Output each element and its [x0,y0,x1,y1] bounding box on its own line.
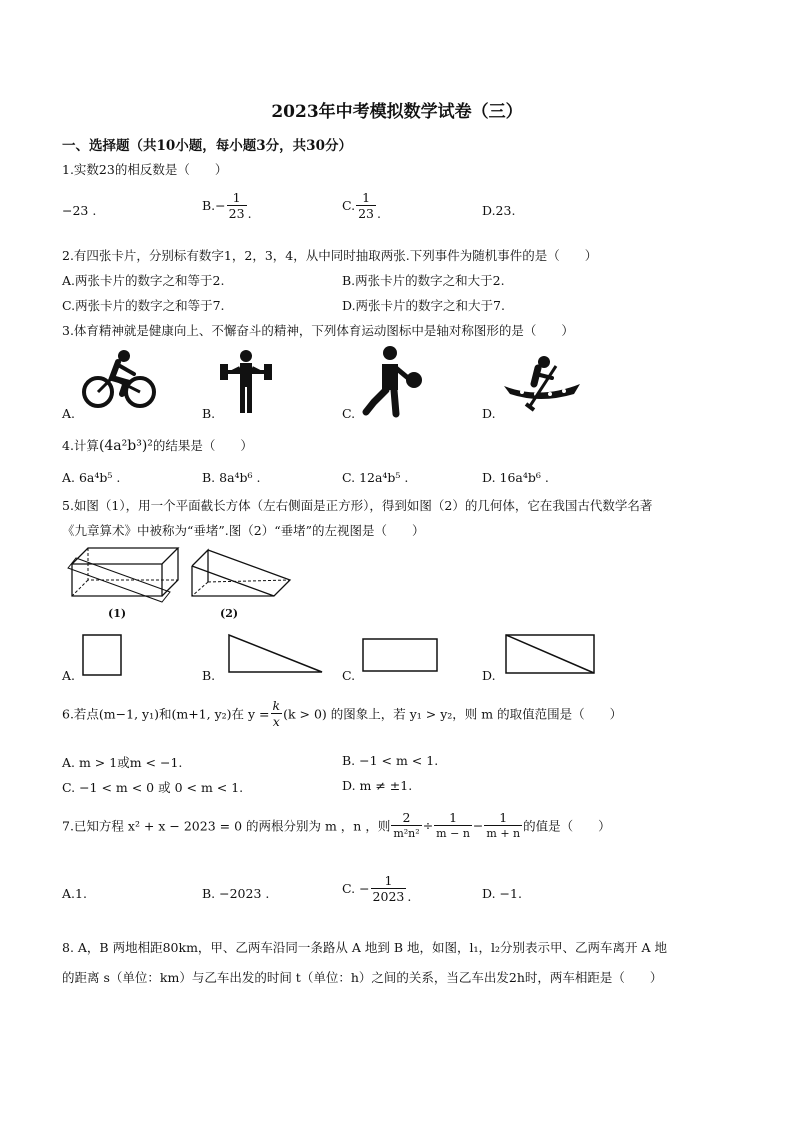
q4-option-d: D. 16a⁴b⁶ . [482,470,549,485]
question-3-stem: 3.体育精神就是健康向上、不懈奋斗的精神，下列体育运动图标中是轴对称图形的是（ ） [62,323,574,338]
q1-option-d: D.23. [482,203,516,218]
q5-option-b: B. [202,668,216,683]
q7-option-a: A.1. [62,886,87,901]
q7-option-d: D. −1. [482,886,522,901]
q1-option-c: C. $\frac{1}{23}$ . [342,190,381,221]
q5-shape-triangle [228,634,324,674]
cycling-icon [82,348,158,410]
question-2-stem: 2.有四张卡片，分别标有数字1，2，3，4，从中同时抽取两张.下列事件为随机事件的是（ ） [62,248,598,263]
q7-option-b: B. −2023 . [202,886,270,901]
q6-option-a: A. m > 1或m < −1. [62,755,183,770]
q7-option-c: C. − $\frac{1}{2023}$ . [342,873,412,904]
wedge-figure-2 [188,544,292,600]
q5-option-d: D. [482,668,496,683]
q2-option-c: C.两张卡片的数字之和等于7. [62,298,225,313]
q5-shape-square [82,634,122,676]
question-1-stem: 1.实数23的相反数是（ ） [62,162,228,177]
q3-option-d: D. [482,406,496,421]
q4-option-c: C. 12a⁴b⁵ . [342,470,409,485]
figure-1-label: (1) [108,607,127,620]
weightlifting-icon [218,350,274,416]
question-7-stem: 7.已知方程 x² + x − 2023 = 0 的两根分别为 m ，n ，则 $\frac{2}{\text{m²n²}}$ ÷ $\frac{1}{m - n}$ − $\frac{1}{m + n}$ 的值是（ ） [62,810,611,840]
q5-option-a: A. [62,668,76,683]
q2-option-d: D.两张卡片的数字之和大于7. [342,298,505,313]
q5-shape-rectangle-diagonal [505,634,595,674]
volleyball-icon [362,346,422,418]
q3-option-c: C. [342,406,356,421]
q4-option-a: A. 6a⁴b⁵ . [62,470,121,485]
q2-option-a: A.两张卡片的数字之和等于2. [62,273,225,288]
cuboid-figure-1 [66,544,184,600]
figure-2-label: (2) [220,607,239,620]
q4-expression: (4a²b³)² [98,438,153,454]
section-heading: 一、选择题（共10小题，每小题3分，共30分） [62,138,352,154]
q2-option-b: B.两张卡片的数字之和大于2. [342,273,505,288]
q6-option-b: B. −1 < m < 1. [342,753,439,768]
q1-option-b: B.− $\frac{1}{23}$ . [202,190,252,221]
rowing-icon [500,356,582,412]
q4-option-b: B. 8a⁴b⁶ . [202,470,261,485]
question-8-line1: 8. A，B 两地相距80km，甲、乙两车沿同一条路从 A 地到 B 地，如图，l₁，l₂分别表示甲、乙两车离开 A 地 [62,940,668,955]
q5-shape-rectangle [362,638,438,672]
q5-option-c: C. [342,668,356,683]
question-5-line1: 5.如图（1），用一个平面截长方体（左右侧面是正方形），得到如图（2）的几何体，它在我国古代数学名著 [62,498,653,513]
question-6-stem: 6.若点(m−1, y₁)和(m+1, y₂)在 y = $\frac{k}{x}$ (k > 0) 的图象上，若 y₁ > y₂，则 m 的取值范围是（ ） [62,698,623,729]
question-8-line2: 的距离 s（单位：km）与乙车出发的时间 t（单位：h）之间的关系，当乙车出发2h时，两车相距是（ ） [62,970,663,985]
question-5-line2: 《九章算术》中被称为“垂堵”.图（2）“垂堵”的左视图是（ ） [62,523,425,538]
q6-option-d: D. m ≠ ±1. [342,778,413,793]
page-title: 2023年中考模拟数学试卷（三） [271,102,523,122]
q1-option-a: −23 . [62,203,97,218]
q3-option-a: A. [62,406,76,421]
q6-option-c: C. −1 < m < 0 或 0 < m < 1. [62,780,244,795]
q3-option-b: B. [202,406,216,421]
question-4-stem: 4.计算(4a²b³)²的结果是（ ） [62,438,253,454]
